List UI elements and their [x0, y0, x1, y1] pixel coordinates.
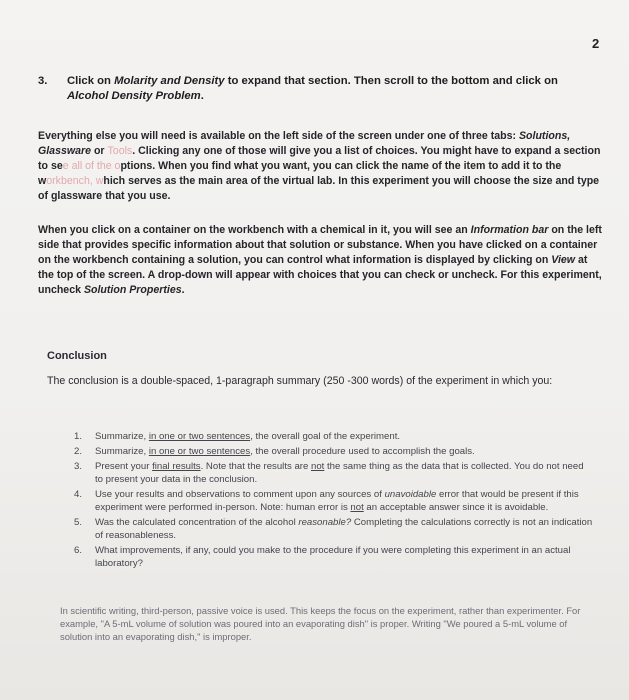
- list-item: [74, 446, 594, 459]
- list-item: [74, 489, 594, 515]
- item-text: , the overall procedure used to accomplish the goals.: [250, 446, 475, 458]
- paragraph-information-bar: [38, 223, 603, 298]
- step-3-text: [67, 74, 597, 104]
- para-text: ptions. When you find what you want, you can click the name of the item to add it to the w: [38, 160, 562, 187]
- item-underlined: not: [350, 502, 364, 514]
- item-underlined: in one or two sentences: [148, 431, 251, 442]
- list-number: 4.: [74, 489, 83, 501]
- alcohol-density-problem-term: Alcohol Density Problem: [67, 90, 201, 102]
- para-text: When you click on a container on the workbench with a chemical in it, you will see an: [38, 224, 471, 236]
- conclusion-list: [74, 431, 594, 573]
- list-item: [74, 431, 594, 444]
- para-text: Everything else you will need is available on the left side of the screen under one of three tabs:: [38, 130, 519, 142]
- item-text: . Note that the results are: [200, 461, 311, 473]
- list-number: 1.: [74, 431, 83, 442]
- faded-text: orkbench, w: [46, 175, 104, 187]
- item-text: Use your results and observations to comment upon any sources of: [95, 489, 385, 501]
- step-text-part: Click on: [67, 75, 115, 87]
- solution-properties-term: Solution Properties: [83, 284, 182, 296]
- tabs-term: Solutions, Glassware: [38, 130, 571, 157]
- item-underlined: not: [310, 461, 325, 473]
- item-text: Present your: [95, 461, 153, 473]
- list-item: [74, 545, 594, 571]
- item-text: Completing the calculations correctly is not an indication of reasonableness.: [95, 517, 593, 542]
- item-italic: reasonable?: [298, 517, 352, 529]
- para-text: at the top of the screen. A drop-down will appear with choices that you can check or uncheck. For this experiment, uncheck: [38, 254, 602, 296]
- item-text: Summarize,: [95, 446, 149, 458]
- item-underlined: in one or two sentences: [148, 446, 251, 458]
- list-item: [74, 517, 594, 543]
- paragraph-tabs: [38, 129, 603, 204]
- para-text: . Clicking any one of those will give you a list of choices. You might have to expand a section to se: [38, 145, 601, 172]
- para-text: hich serves as the main area of the virtual lab. In this experiment you will choose the size and type of glassware that you use.: [38, 175, 600, 202]
- list-number: 6.: [74, 545, 83, 557]
- list-number: 2.: [74, 446, 83, 458]
- view-term: View: [551, 254, 576, 266]
- item-text: the same thing as the data that is collected. You do not need to present your data in the conclusion.: [95, 461, 584, 486]
- item-text: What improvements, if any, could you make to the procedure if you were completing this experiment in an actual laboratory?: [95, 545, 571, 570]
- conclusion-intro: The conclusion is a double-spaced, 1-paragraph summary (250 -300 words) of the experiment in which you:: [47, 375, 553, 387]
- item-text: , the overall goal of the experiment.: [250, 431, 401, 442]
- list-number: 3.: [74, 461, 83, 473]
- tools-term: Tools: [107, 145, 133, 157]
- list-item: [74, 461, 594, 487]
- item-italic: unavoidable: [384, 489, 437, 501]
- step-number: 3.: [38, 75, 48, 87]
- molarity-density-term: Molarity and Density: [114, 75, 225, 87]
- item-text: error that would be present if this experiment were performed in-person. Note: human error is: [95, 489, 579, 514]
- faded-text: e all of the o: [62, 160, 121, 172]
- item-text: an acceptable answer since it is avoidable.: [363, 502, 549, 514]
- passive-voice-note: In scientific writing, third-person, passive voice is used. This keeps the focus on the experiment, rather than experimenter. For example, "A 5-mL volume of solution was poured into an evaporating dish" is proper. Writing "We poured a 5-mL volume of solution into an evaporating dish," is improper.: [60, 605, 581, 642]
- step-text-part: .: [200, 90, 204, 102]
- page-number: 2: [592, 36, 600, 51]
- item-underlined: final results: [152, 461, 201, 473]
- para-text: .: [181, 284, 185, 296]
- item-text: Summarize,: [95, 431, 149, 442]
- step-text-part: to expand that section. Then scroll to the bottom and click on: [224, 75, 558, 87]
- para-text: on the left side that provides specific information about that solution or substance. When you have clicked on a container on the workbench containing a solution, you can control what information is displayed by clicking on: [38, 224, 602, 266]
- para-text: or: [91, 145, 108, 157]
- conclusion-heading: Conclusion: [47, 350, 107, 362]
- item-text: Was the calculated concentration of the alcohol: [95, 517, 299, 529]
- list-number: 5.: [74, 517, 83, 529]
- information-bar-term: Information bar: [470, 224, 549, 236]
